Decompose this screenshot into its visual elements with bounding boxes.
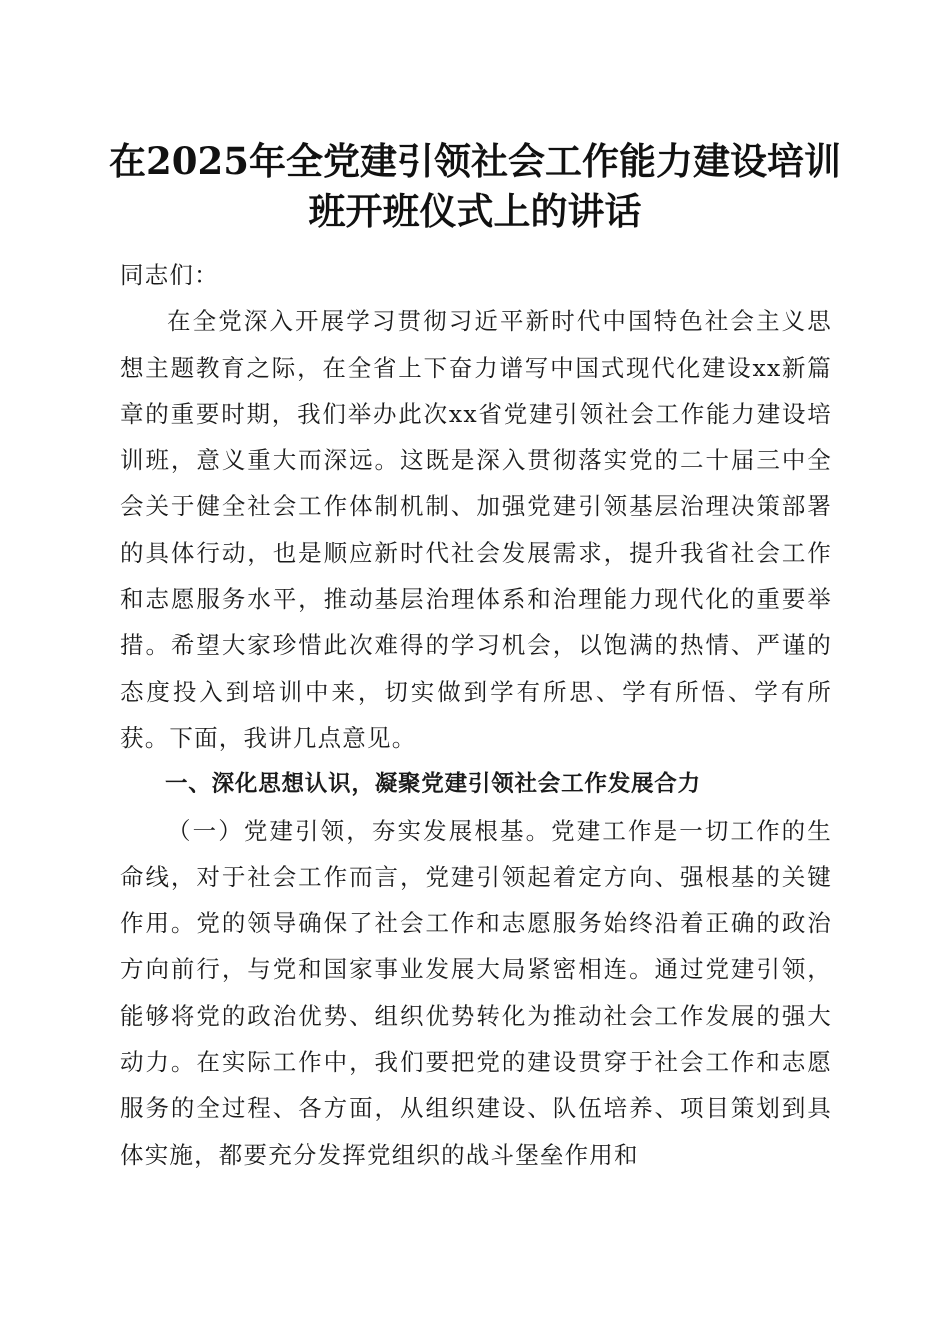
title-line-1: 在2025年全党建引领社会工作能力建设培训 (109, 139, 841, 183)
paragraph-party-leadership: （一）党建引领，夯实发展根基。党建工作是一切工作的生命线，对于社会工作而言，党建引领起着定方向、强根基的关键作用。党的领导确保了社会工作和志愿服务始终沿着正确的政治方向前行，与党和国家事业发展大局紧密相连。通过党建引领，能够将党的政治优势、组织优势转化为推动社会工作发展的强大动力。在实际工作中，我们要把党的建设贯穿于社会工作和志愿服务的全过程、各方面，从组织建设、队伍培养、项目策划到具体实施，都要充分发挥党组织的战斗堡垒作用和 (120, 816, 832, 1169)
section-heading-1: 一、深化思想认识，凝聚党建引领社会工作发展合力 (165, 771, 701, 798)
salutation: 同志们： (120, 261, 219, 289)
document-title (100, 136, 850, 236)
paragraph-intro: 在全党深入开展学习贯彻习近平新时代中国特色社会主义思想主题教育之际，在全省上下奋力谱写中国式现代化建设xx新篇章的重要时期，我们举办此次xx省党建引领社会工作能力建设培训班，意义重大而深远。这既是深入贯彻落实党的二十届三中全会关于健全社会工作体制机制、加强党建引领基层治理决策部署的具体行动，也是顺应新时代社会发展需求，提升我省社会工作和志愿服务水平，推动基层治理体系和治理能力现代化的重要举措。希望大家珍惜此次难得的学习机会，以饱满的热情、严谨的态度投入到培训中来，切实做到学有所思、学有所悟、学有所获。下面，我讲几点意见。 (120, 307, 832, 752)
document-body (120, 252, 832, 1178)
title-line-2: 班开班仪式上的讲话 (308, 189, 642, 233)
